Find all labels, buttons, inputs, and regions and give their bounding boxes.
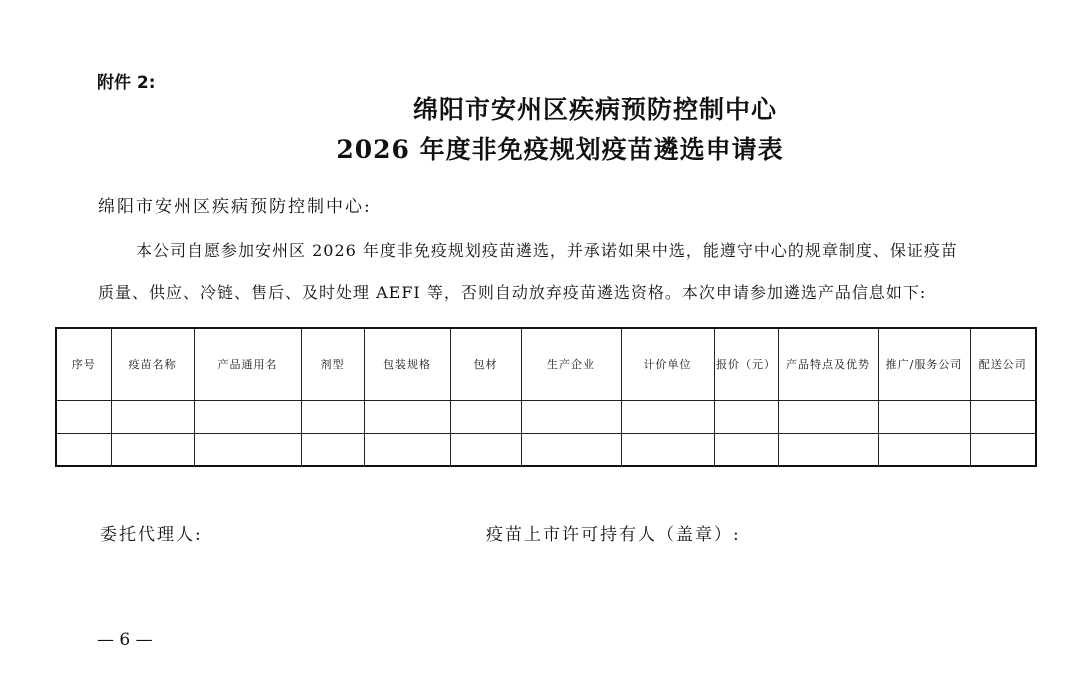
table-row (56, 433, 1036, 466)
page-number: — 6 — (97, 630, 153, 650)
header-promotion-company: 推广/服务公司 (878, 328, 970, 400)
document-title-line-2: 2026 年度非免疫规划疫苗遴选申请表 (336, 135, 784, 164)
table-header-row (56, 328, 1036, 400)
license-holder-seal-label: 疫苗上市许可持有人（盖章）: (486, 525, 741, 545)
statement-line-2: 质量、供应、冷链、售后、及时处理 AEFI 等，否则自动放弃疫苗遴选资格。本次申请参加遴选产品信息如下: (98, 283, 927, 302)
application-table (55, 327, 1037, 467)
header-package-spec: 包装规格 (364, 328, 450, 400)
header-pricing-unit: 计价单位 (621, 328, 714, 400)
table-cell[interactable] (450, 433, 521, 466)
header-package-material: 包材 (450, 328, 521, 400)
attachment-label: 附件 2: (97, 73, 156, 93)
table-cell[interactable] (714, 433, 778, 466)
header-product-features: 产品特点及优势 (778, 328, 878, 400)
header-generic-name: 产品通用名 (194, 328, 301, 400)
table-cell[interactable] (778, 400, 878, 433)
header-vaccine-name: 疫苗名称 (111, 328, 194, 400)
table-cell[interactable] (111, 400, 194, 433)
table-cell[interactable] (194, 433, 301, 466)
header-dosage-form: 剂型 (301, 328, 364, 400)
header-quoted-price: 报价（元） (714, 328, 778, 400)
table-cell[interactable] (970, 400, 1036, 433)
header-distribution-company: 配送公司 (970, 328, 1036, 400)
document-title-line-1: 绵阳市安州区疾病预防控制中心 (412, 95, 777, 124)
table-cell[interactable] (621, 400, 714, 433)
table-cell[interactable] (714, 400, 778, 433)
authorized-agent-label: 委托代理人: (100, 525, 203, 545)
addressee: 绵阳市安州区疾病预防控制中心: (98, 197, 372, 217)
table-cell[interactable] (521, 433, 621, 466)
header-manufacturer: 生产企业 (521, 328, 621, 400)
table-cell[interactable] (301, 433, 364, 466)
table-cell[interactable] (521, 400, 621, 433)
table-cell[interactable] (56, 400, 111, 433)
table-cell[interactable] (878, 400, 970, 433)
table-cell[interactable] (301, 400, 364, 433)
statement-line-1: 本公司自愿参加安州区 2026 年度非免疫规划疫苗遴选，并承诺如果中选，能遵守中心的规章制度、保证疫苗 (136, 241, 958, 260)
table-cell[interactable] (621, 433, 714, 466)
table-cell[interactable] (970, 433, 1036, 466)
table-cell[interactable] (194, 400, 301, 433)
table-cell[interactable] (364, 400, 450, 433)
table-cell[interactable] (878, 433, 970, 466)
table-cell[interactable] (450, 400, 521, 433)
table-cell[interactable] (111, 433, 194, 466)
header-serial-number: 序号 (56, 328, 111, 400)
table-cell[interactable] (778, 433, 878, 466)
table-row (56, 400, 1036, 433)
table-cell[interactable] (56, 433, 111, 466)
table-cell[interactable] (364, 433, 450, 466)
